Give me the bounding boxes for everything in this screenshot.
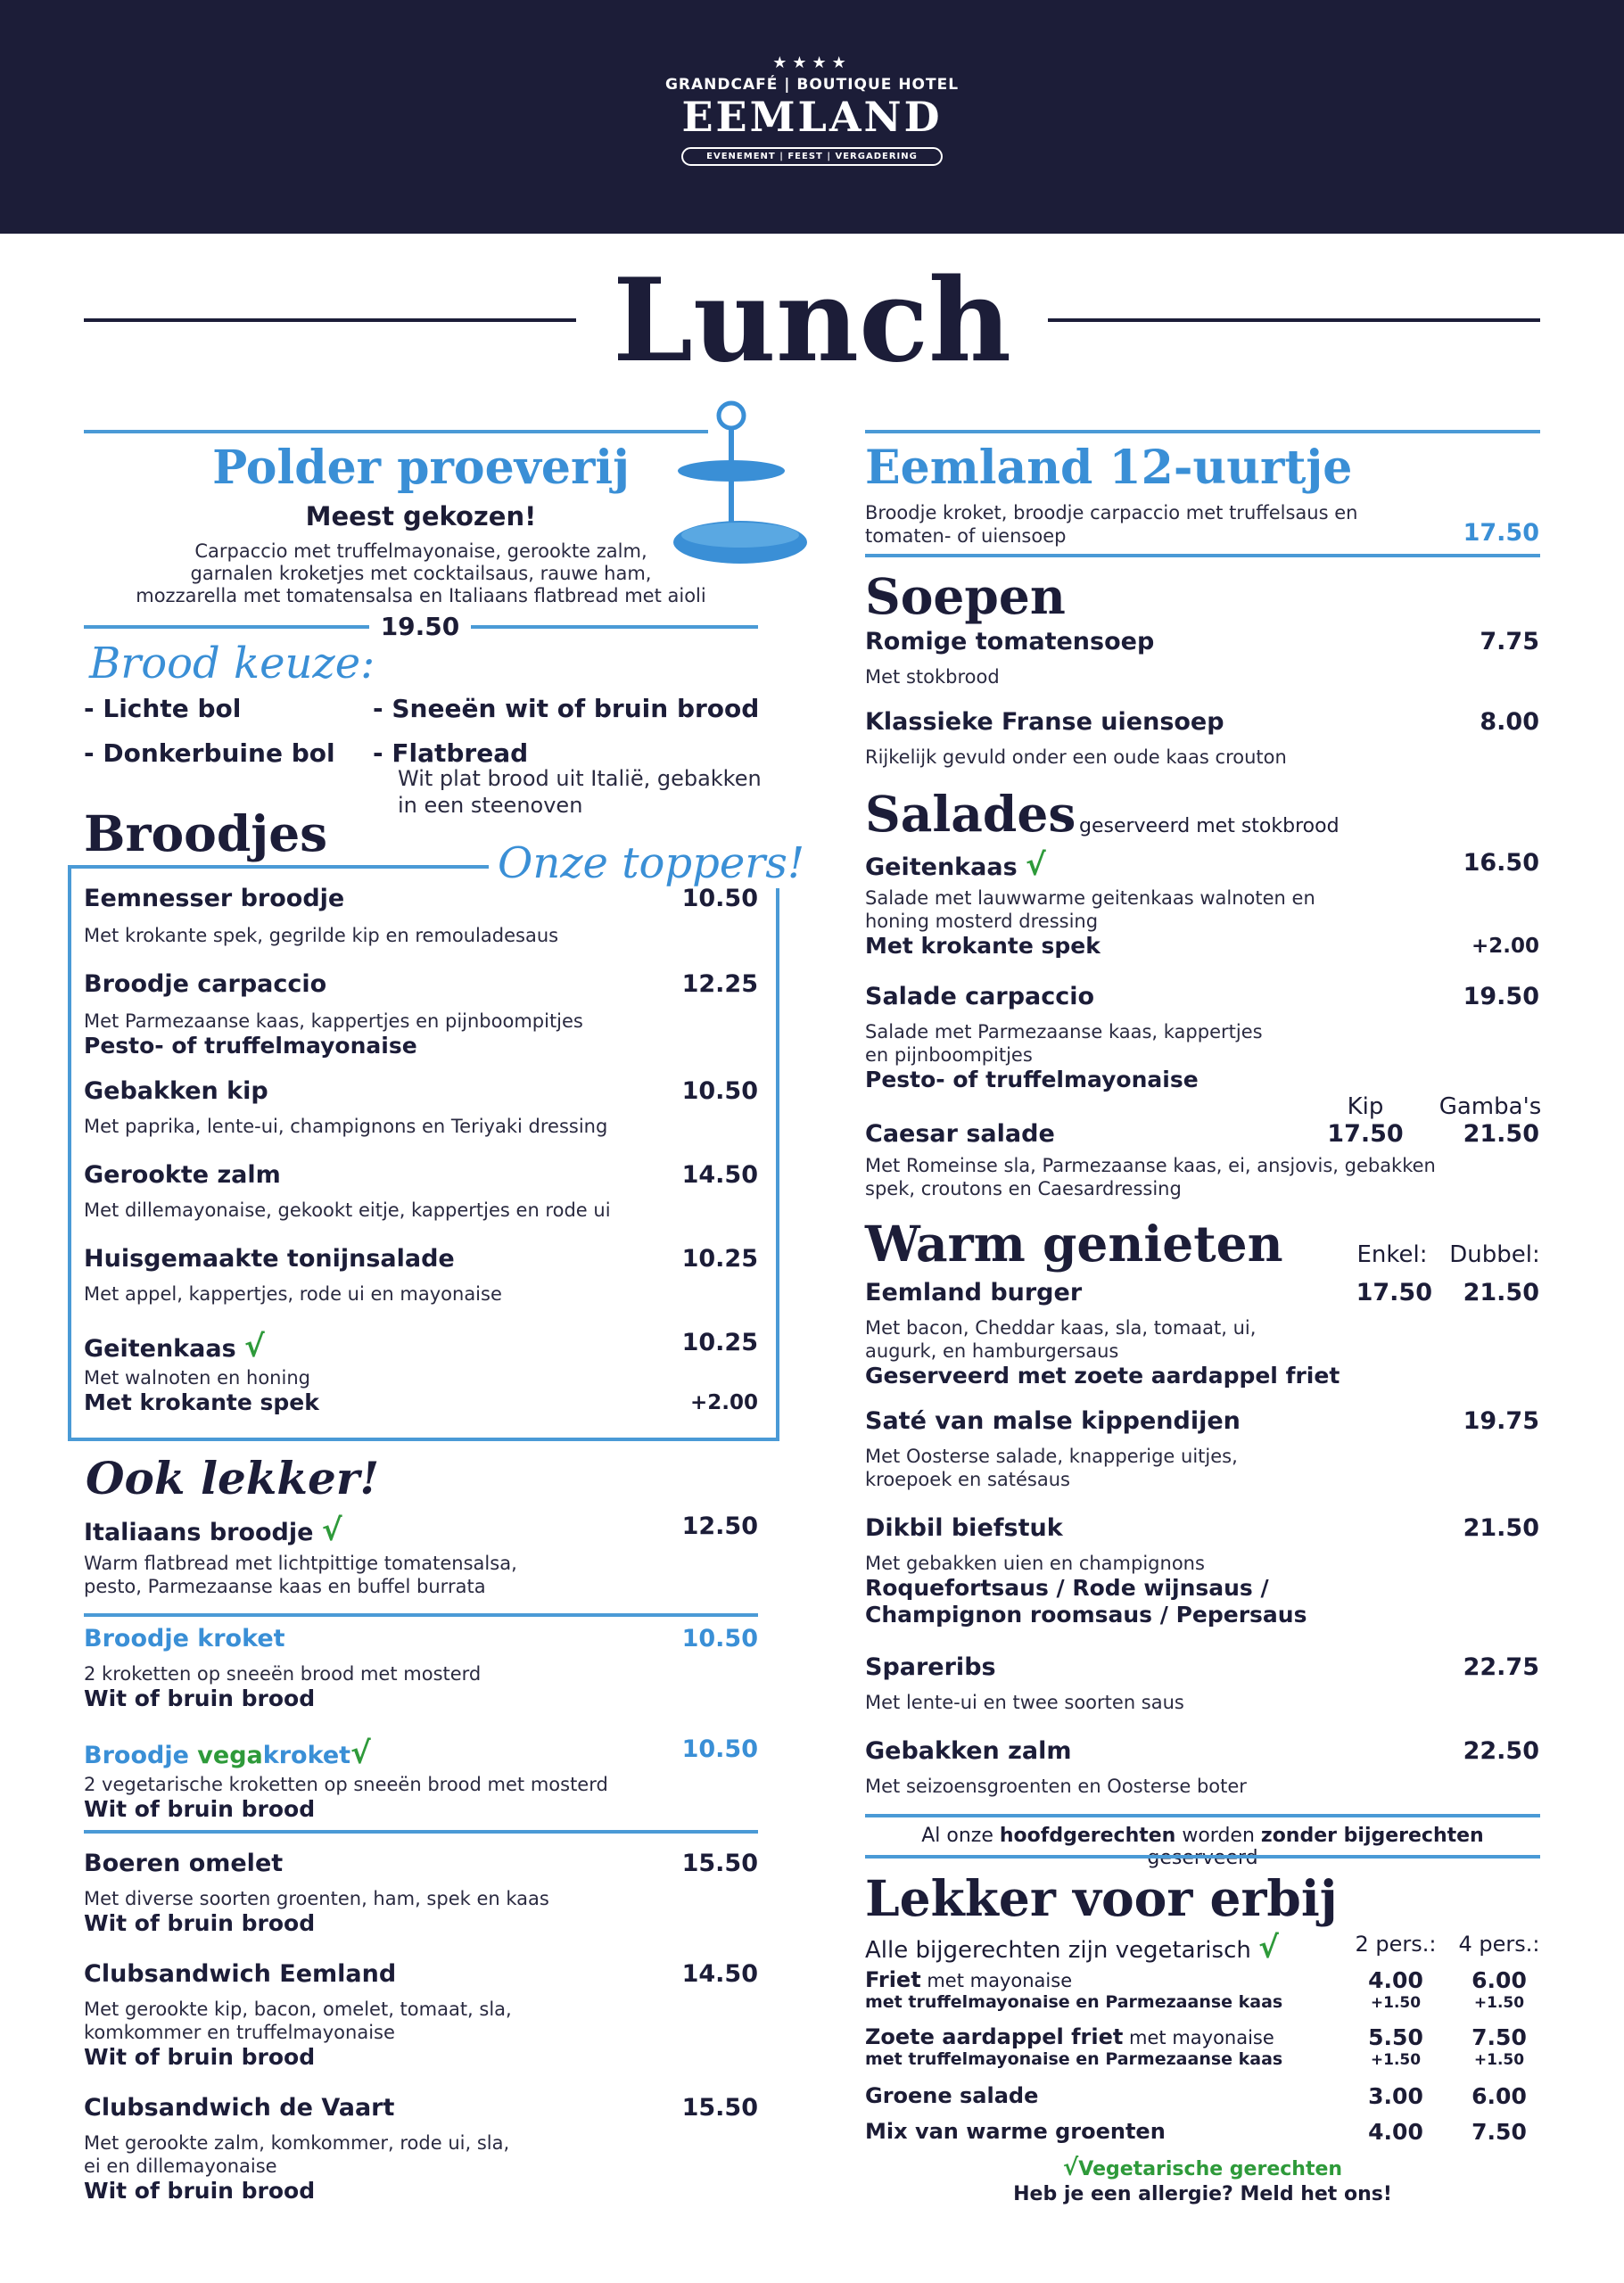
price-groene-2: 3.00 [1368, 2083, 1423, 2109]
price-salade-carpaccio: 19.50 [1463, 983, 1539, 1010]
price-groene-4: 6.00 [1471, 2083, 1527, 2109]
friet-suffix: met mayonaise [920, 1970, 1073, 1991]
twelve-desc-1: Broodje kroket, broodje carpaccio met truffelsaus en [865, 502, 1358, 523]
item-broodje-kroket: Broodje kroket [84, 1625, 285, 1652]
erbij-col-2pers: 2 pers.: [1355, 1932, 1437, 1957]
hotel-logo[interactable] [0, 54, 1624, 166]
toppers-label: Onze toppers! [489, 838, 813, 888]
item-italiaans-broodje [84, 1512, 342, 1548]
desc-uiensoep: Rijkelijk gevuld onder een oude kaas crouton [865, 746, 1287, 768]
item-biefstuk: Dikbil biefstuk [865, 1514, 1063, 1542]
price-eemnesser-broodje: 10.50 [681, 885, 758, 912]
item-uiensoep: Klassieke Franse uiensoep [865, 708, 1224, 736]
notice-rule-bottom [865, 1855, 1540, 1859]
brood-option-sneeen: - Sneeën wit of bruin brood [373, 694, 760, 723]
price-salade-geitenkaas: 16.50 [1463, 849, 1539, 877]
desc-geitenkaas-broodje: Met walnoten en honing [84, 1367, 310, 1389]
friet-label: Friet [865, 1967, 921, 1992]
erbij-subtitle [865, 1930, 1279, 1966]
desc-eemnesser-broodje: Met krokante spek, gegrilde kip en remouladesaus [84, 925, 559, 946]
item-clubsandwich-eemland: Clubsandwich Eemland [84, 1960, 397, 1988]
notice-rule-top [865, 1814, 1540, 1817]
erbij-subtitle-text: Alle bijgerechten zijn vegetarisch [865, 1937, 1251, 1964]
desc-broodje-vegakroket: 2 vegetarische kroketten op sneeën brood met mosterd [84, 1774, 608, 1795]
note-salade-carpaccio: Pesto- of truffelmayonaise [865, 1067, 1199, 1092]
zoete-friet-suffix: met mayonaise [1123, 2027, 1274, 2048]
extra-friet-4: +1.50 [1473, 1994, 1525, 2012]
item-tonijnsalade: Huisgemaakte tonijnsalade [84, 1245, 455, 1273]
price-broodje-carpaccio: 12.25 [681, 970, 758, 998]
vegakroket-label-a: Broodje [84, 1742, 198, 1769]
desc-italiaans-broodje-1: Warm flatbread met lichtpittige tomatensalsa, [84, 1553, 517, 1574]
desc-clubsandwich-eemland-2: komkommer en truffelmayonaise [84, 2022, 395, 2043]
leaf-icon: √ [1062, 2155, 1079, 2181]
brood-option-lichte-bol: - Lichte bol [84, 694, 242, 723]
brood-keuze-title: Brood keuze: [89, 639, 375, 688]
soepen-title: Soepen [865, 567, 1066, 625]
extra-friet-2: +1.50 [1370, 1994, 1422, 2012]
leaf-icon: √ [350, 1735, 371, 1771]
salades-title: Salades [865, 785, 1076, 843]
desc-clubsandwich-vaart-2: ei en dillemayonaise [84, 2155, 277, 2177]
polder-price-rule-right [471, 625, 758, 629]
note-biefstuk-1: Roquefortsaus / Rode wijnsaus / [865, 1575, 1269, 1601]
item-gebakken-zalm: Gebakken zalm [865, 1737, 1072, 1765]
leaf-icon: √ [244, 1329, 265, 1364]
salades-subtitle: geserveerd met stokbrood [1079, 815, 1340, 837]
twelve-bottom-rule [865, 554, 1540, 557]
zoete-friet-label: Zoete aardappel friet [865, 2024, 1124, 2049]
note-broodje-vegakroket: Wit of bruin brood [84, 1796, 316, 1822]
price-zoete-2: 5.50 [1368, 2024, 1423, 2050]
desc-italiaans-broodje-2: pesto, Parmezaanse kaas en buffel burrata [84, 1576, 486, 1597]
leaf-icon: √ [321, 1512, 342, 1548]
price-burger-dubbel: 21.50 [1463, 1279, 1539, 1306]
legend-vegetarisch-text: Vegetarische gerechten [1078, 2158, 1343, 2180]
flatbread-description: Wit plat brood uit Italië, gebakken in een steenoven [398, 766, 762, 818]
polder-top-rule [84, 430, 708, 433]
desc-caesar-1: Met Romeinse sla, Parmezaanse kaas, ei, ansjovis, gebakken [865, 1155, 1436, 1176]
twelve-top-rule [865, 430, 1540, 433]
price-burger-enkel: 17.50 [1356, 1279, 1432, 1306]
twelve-title: Eemland 12-uurtje [865, 441, 1353, 495]
item-broodje-vegakroket [84, 1735, 371, 1771]
zoete-friet-sub: met truffelmayonaise en Parmezaanse kaas [865, 2049, 1283, 2069]
polder-price: 19.50 [380, 612, 460, 641]
price-clubsandwich-eemland: 14.50 [681, 1960, 758, 1988]
price-mix-4: 7.50 [1471, 2119, 1527, 2145]
desc-gerookte-zalm: Met dillemayonaise, gekookt eitje, kappertjes en rode ui [84, 1199, 611, 1221]
note-clubsandwich-vaart: Wit of bruin brood [84, 2178, 316, 2204]
erbij-title: Lekker voor erbij [865, 1869, 1338, 1927]
item-tomatensoep: Romige tomatensoep [865, 628, 1155, 655]
price-geitenkaas-broodje: 10.25 [681, 1329, 758, 1356]
price-uiensoep: 8.00 [1480, 708, 1539, 736]
desc-caesar-2: spek, croutons en Caesardressing [865, 1178, 1182, 1199]
note-biefstuk-2: Champignon roomsaus / Pepersaus [865, 1602, 1307, 1628]
desc-burger-1: Met bacon, Cheddar kaas, sla, tomaat, ui, [865, 1317, 1257, 1339]
kroket-rule-bottom [84, 1830, 758, 1834]
friet-sub: met truffelmayonaise en Parmezaanse kaas [865, 1992, 1283, 2012]
italiaans-broodje-label: Italiaans broodje [84, 1519, 314, 1546]
desc-gebakken-zalm: Met seizoensgroenten en Oosterse boter [865, 1776, 1247, 1797]
logo-subtitle: GRANDCAFÉ | BOUTIQUE HOTEL [664, 76, 960, 94]
item-clubsandwich-vaart: Clubsandwich de Vaart [84, 2094, 395, 2122]
page-title: Lunch [612, 254, 1012, 388]
extra-zoete-4: +1.50 [1473, 2051, 1525, 2069]
notice-b: hoofdgerechten [999, 1825, 1176, 1847]
desc-clubsandwich-eemland-1: Met gerookte kip, bacon, omelet, tomaat, sla, [84, 1999, 512, 2020]
price-tomatensoep: 7.75 [1480, 628, 1539, 655]
notice-hoofdgerechten [865, 1825, 1540, 1869]
item-spareribs: Spareribs [865, 1653, 996, 1681]
leaf-icon: √ [1026, 847, 1046, 883]
price-boeren-omelet: 15.50 [681, 1850, 758, 1877]
desc-broodje-carpaccio: Met Parmezaanse kaas, kappertjes en pijnboompitjes [84, 1010, 583, 1032]
item-zoete-friet [865, 2024, 1274, 2049]
item-friet [865, 1967, 1072, 1992]
warm-col-dubbel: Dubbel: [1449, 1241, 1540, 1268]
item-gebakken-kip: Gebakken kip [84, 1077, 268, 1105]
polder-title: Polder proeverij [212, 441, 630, 495]
twelve-desc-2: tomaten- of uiensoep [865, 525, 1067, 547]
price-broodje-kroket: 10.50 [681, 1625, 758, 1652]
notice-d: zonder bijgerechten [1260, 1825, 1484, 1847]
note-salade-geitenkaas: Met krokante spek [865, 933, 1101, 959]
desc-sate-1: Met Oosterse salade, knapperige uitjes, [865, 1446, 1238, 1467]
price-caesar-gambas: 21.50 [1463, 1120, 1539, 1148]
warm-title: Warm genieten [865, 1215, 1283, 1273]
brood-option-donker: - Donkerbuine bol [84, 738, 335, 768]
broodjes-title: Broodjes [84, 804, 328, 862]
legend-vegetarisch [865, 2155, 1540, 2181]
vegakroket-label-c: kroket [262, 1742, 351, 1769]
desc-biefstuk: Met gebakken uien en champignons [865, 1553, 1205, 1574]
note-geitenkaas-broodje: Met krokante spek [84, 1389, 319, 1415]
item-eemnesser-broodje: Eemnesser broodje [84, 885, 345, 912]
desc-broodje-kroket: 2 kroketten op sneeën brood met mosterd [84, 1663, 482, 1685]
extra-zoete-2: +1.50 [1370, 2051, 1422, 2069]
note-broodje-kroket: Wit of bruin brood [84, 1685, 316, 1711]
desc-spareribs: Met lente-ui en twee soorten saus [865, 1692, 1184, 1713]
desc-sate-2: kroepoek en satésaus [865, 1469, 1070, 1490]
caesar-col-gambas: Gamba's [1439, 1093, 1542, 1120]
desc-burger-2: augurk, en hamburgersaus [865, 1340, 1119, 1362]
item-gerookte-zalm: Gerookte zalm [84, 1161, 281, 1189]
desc-clubsandwich-vaart-1: Met gerookte zalm, komkommer, rode ui, sla, [84, 2132, 510, 2154]
desc-boeren-omelet: Met diverse soorten groenten, ham, spek en kaas [84, 1888, 549, 1909]
item-eemland-burger: Eemland burger [865, 1279, 1083, 1306]
leaf-icon: √ [1258, 1930, 1279, 1966]
extra-salade-geitenkaas: +2.00 [1471, 935, 1539, 958]
note-broodje-carpaccio: Pesto- of truffelmayonaise [84, 1033, 417, 1059]
notice-a: Al onze [921, 1825, 1000, 1847]
salade-geitenkaas-label: Geitenkaas [865, 853, 1018, 881]
price-gerookte-zalm: 14.50 [681, 1161, 758, 1189]
item-groene-salade: Groene salade [865, 2083, 1039, 2108]
kroket-rule-top [84, 1613, 758, 1617]
price-mix-2: 4.00 [1368, 2119, 1423, 2145]
price-caesar-kip: 17.50 [1327, 1120, 1404, 1148]
warm-col-enkel: Enkel: [1356, 1241, 1428, 1268]
desc-salade-geitenkaas-1: Salade met lauwwarme geitenkaas walnoten en [865, 887, 1315, 909]
polder-subtitle: Meest gekozen! [305, 501, 537, 532]
desc-gebakken-kip: Met paprika, lente-ui, champignons en Teriyaki dressing [84, 1116, 608, 1137]
logo-ribbon: EVENEMENT | FEEST | VERGADERING [681, 147, 943, 166]
ook-lekker-title: Ook lekker! [86, 1452, 380, 1504]
price-friet-2: 4.00 [1368, 1967, 1423, 1993]
note-burger: Geserveerd met zoete aardappel friet [865, 1363, 1340, 1389]
stars: ★★★★ [772, 54, 852, 72]
brood-option-flatbread: - Flatbread [373, 738, 529, 768]
item-salade-carpaccio: Salade carpaccio [865, 983, 1095, 1010]
desc-salade-geitenkaas-2: honing mosterd dressing [865, 911, 1099, 932]
erbij-col-4pers: 4 pers.: [1458, 1932, 1540, 1957]
polder-price-rule-left [84, 625, 369, 629]
desc-tomatensoep: Met stokbrood [865, 666, 1000, 688]
item-mix-groenten: Mix van warme groenten [865, 2119, 1166, 2144]
price-clubsandwich-vaart: 15.50 [681, 2094, 758, 2122]
allergy-notice: Heb je een allergie? Meld het ons! [1013, 2183, 1392, 2205]
note-boeren-omelet: Wit of bruin brood [84, 1910, 316, 1936]
desc-salade-carpaccio-1: Salade met Parmezaanse kaas, kappertjes [865, 1021, 1263, 1043]
price-gebakken-kip: 10.50 [681, 1077, 758, 1105]
price-italiaans-broodje: 12.50 [681, 1512, 758, 1540]
price-friet-4: 6.00 [1471, 1967, 1527, 1993]
twelve-price: 17.50 [1463, 519, 1539, 547]
item-broodje-carpaccio: Broodje carpaccio [84, 970, 327, 998]
price-biefstuk: 21.50 [1463, 1514, 1539, 1542]
polder-description [84, 540, 758, 607]
price-sate: 19.75 [1463, 1407, 1539, 1435]
polder-line-3: mozzarella met tomatensalsa en Italiaans flatbread met aioli [136, 585, 706, 606]
note-clubsandwich-eemland: Wit of bruin brood [84, 2044, 316, 2070]
price-gebakken-zalm: 22.50 [1463, 1737, 1539, 1765]
desc-tonijnsalade: Met appel, kappertjes, rode ui en mayonaise [84, 1283, 502, 1305]
item-boeren-omelet: Boeren omelet [84, 1850, 284, 1877]
geitenkaas-broodje-label: Geitenkaas [84, 1335, 236, 1363]
price-tonijnsalade: 10.25 [681, 1245, 758, 1273]
vegakroket-label-b: vega [197, 1742, 263, 1769]
polder-line-2: garnalen kroketjes met cocktailsaus, rauwe ham, [190, 563, 652, 584]
desc-salade-carpaccio-2: en pijnboompitjes [865, 1044, 1033, 1066]
item-salade-geitenkaas [865, 847, 1046, 883]
caesar-col-kip: Kip [1347, 1093, 1384, 1120]
polder-line-1: Carpaccio met truffelmayonaise, gerookte zalm, [194, 540, 647, 562]
price-broodje-vegakroket: 10.50 [681, 1735, 758, 1763]
item-caesar-salade: Caesar salade [865, 1120, 1055, 1148]
price-zoete-4: 7.50 [1471, 2024, 1527, 2050]
item-geitenkaas-broodje [84, 1329, 265, 1364]
notice-c: worden [1175, 1825, 1261, 1847]
item-sate: Saté van malse kippendijen [865, 1407, 1241, 1435]
logo-brand: EEMLAND [681, 93, 943, 141]
extra-geitenkaas-broodje: +2.00 [689, 1391, 758, 1414]
price-spareribs: 22.75 [1463, 1653, 1539, 1681]
